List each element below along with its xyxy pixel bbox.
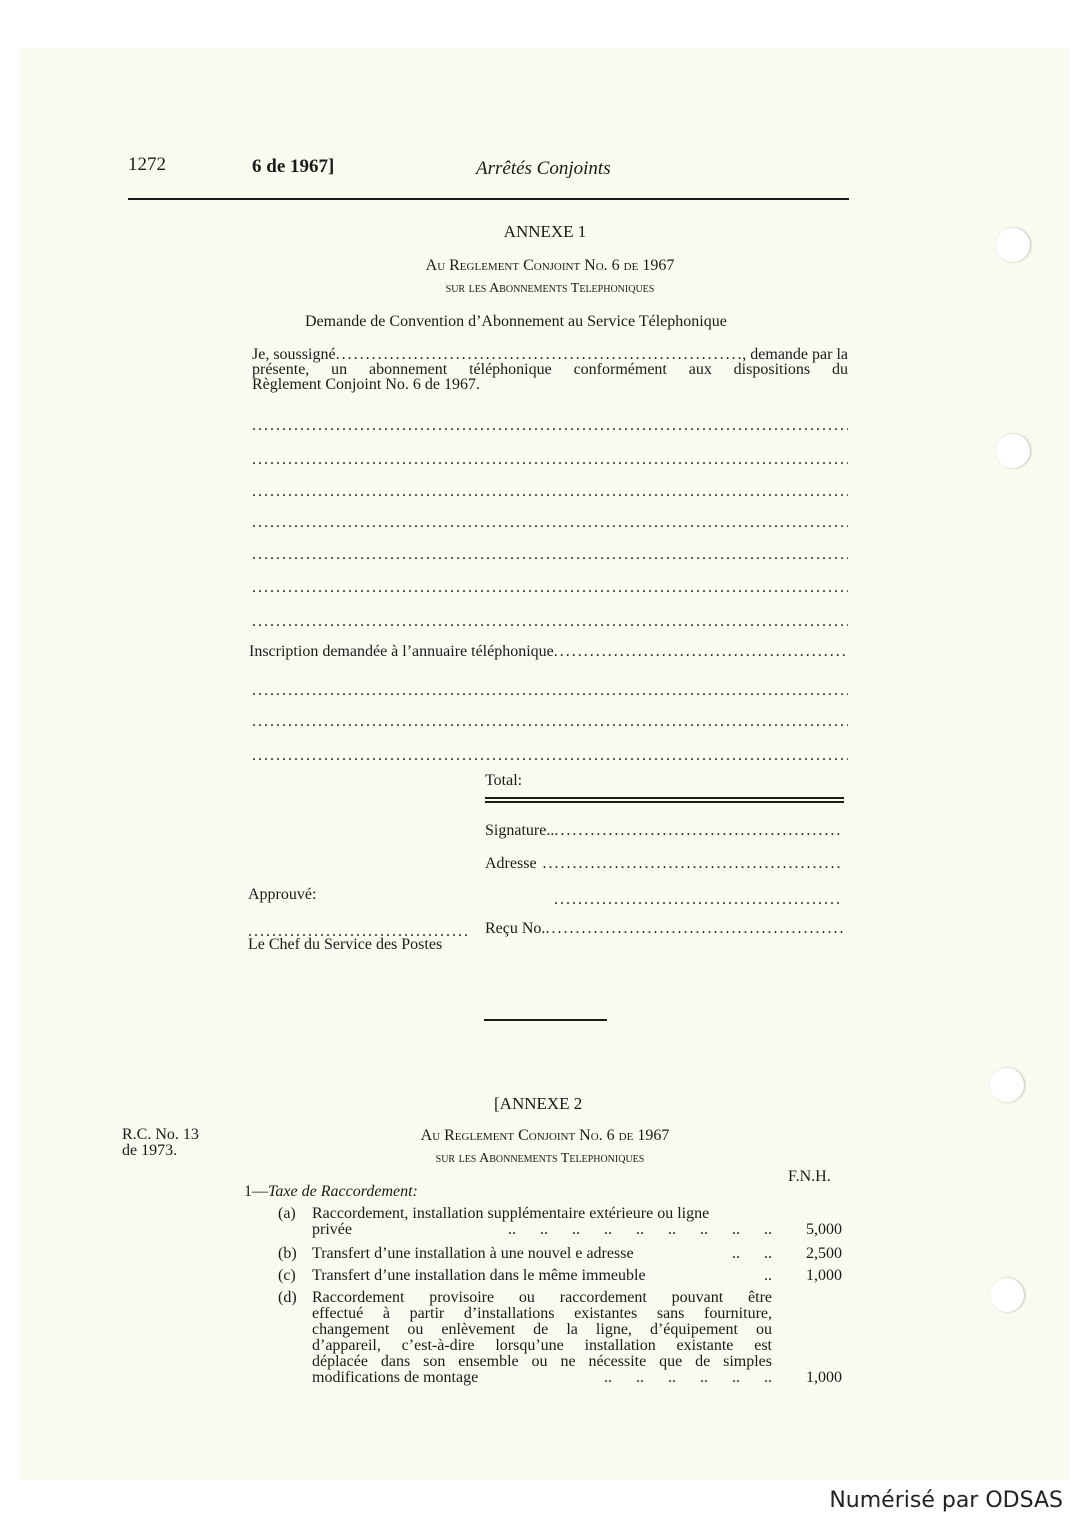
fee-list: [278, 1206, 842, 1386]
fee-item-line-text: modifications de montage: [312, 1369, 479, 1386]
blank-line: [252, 580, 848, 595]
margin-note: [122, 1127, 199, 1159]
header-title: Arrêtés Conjoints: [476, 158, 611, 179]
fee-item-label: (b): [278, 1245, 297, 1262]
signature-blank: [554, 823, 843, 838]
intro-paragraph: [252, 347, 848, 392]
margin-note-line-2: de 1973.: [122, 1142, 178, 1159]
fee-item-text: [312, 1206, 772, 1238]
fee-item: [278, 1206, 842, 1238]
blank-line: [252, 547, 848, 562]
adresse-label: Adresse: [485, 855, 537, 872]
fee-item-amount: 1,000: [806, 1267, 842, 1284]
blank-line: [252, 614, 848, 629]
fee-item-line-text: Transfert d’une installation dans le même immeuble: [312, 1267, 646, 1284]
annexe1-heading: ANNEXE 1: [503, 222, 587, 241]
total-rule-1: [485, 797, 844, 799]
total-rule-2: [485, 801, 844, 803]
punch-hole: [996, 228, 1030, 262]
fee-item: [278, 1290, 842, 1386]
chef-label: Le Chef du Service des Postes: [248, 936, 443, 953]
fee-item-line: [312, 1268, 772, 1284]
fee-item-label: (a): [278, 1205, 296, 1222]
fee-item-leader: ..: [764, 1267, 772, 1284]
blank-line: [252, 515, 848, 530]
recu-row: [485, 921, 843, 936]
approuve-label: Approuvé:: [248, 886, 317, 903]
intro-suffix: , demande par la: [742, 346, 848, 363]
margin-note-line-1: R.C. No. 13: [122, 1126, 199, 1143]
blank-line: [252, 748, 848, 763]
adresse-row: [485, 856, 843, 871]
digitized-by: Numérisé par ODSAS: [829, 1488, 1063, 1513]
header-reference: 6 de 1967]: [252, 156, 335, 177]
intro-line-2: présente, un abonnement téléphonique conformément aux dispositions du: [252, 361, 848, 378]
signature-label: Signature..: [485, 822, 555, 839]
header-rule: [128, 198, 849, 200]
punch-hole: [996, 434, 1030, 468]
punch-hole: [990, 1278, 1024, 1312]
name-blank: [336, 347, 743, 362]
adresse-blank-2: [554, 892, 843, 907]
fee-item-leader: .. ..: [732, 1245, 772, 1262]
fee-item-line: [312, 1246, 772, 1262]
currency-label: F.N.H.: [788, 1168, 831, 1185]
fee-item: [278, 1246, 842, 1262]
annexe2-heading: [ANNEXE 2: [494, 1094, 583, 1113]
fee-item-line: changement ou enlèvement de la ligne, d’équipement ou: [312, 1321, 772, 1338]
fee-item-line: Raccordement provisoire ou raccordement pouvant être: [312, 1289, 772, 1306]
blank-line: [252, 484, 848, 499]
inscription-row: [249, 644, 848, 659]
fee-item-leader: .. .. .. .. .. .. .. .. ..: [508, 1221, 772, 1238]
page-number: 1272: [128, 154, 166, 175]
annexe1-subtitle-2: sur les Abonnements Telephoniques: [445, 281, 655, 296]
intro-prefix: Je, soussigné: [252, 346, 336, 363]
blank-line: [252, 452, 848, 467]
fee-item-label: (c): [278, 1267, 296, 1284]
fee-item-text: [312, 1268, 772, 1284]
recu-label: Reçu No.: [485, 920, 546, 937]
blank-line: [252, 714, 848, 729]
fee-item-line: d’appareil, c’est-à-dire lorsqu’une installation existante est: [312, 1337, 772, 1354]
inscription-blank: [554, 644, 848, 659]
blank-line: [252, 418, 848, 433]
fee-item-leader: .. .. .. .. .. ..: [604, 1369, 772, 1386]
signature-row: [485, 823, 843, 838]
fee-item-line: [312, 1370, 772, 1386]
fee-item-line: effectué à partir d’installations existantes sans fourniture,: [312, 1305, 772, 1322]
section-divider: [484, 1019, 607, 1021]
fee-item-line: Raccordement, installation supplémentaire extérieure ou ligne: [312, 1205, 710, 1222]
annexe2-subtitle-2: sur les Abonnements Telephoniques: [435, 1151, 645, 1166]
fee-item-amount: 5,000: [806, 1221, 842, 1238]
blank-line: [252, 683, 848, 698]
section-1-heading: [244, 1183, 418, 1201]
fee-item-line-text: privée: [312, 1221, 352, 1238]
fee-item-line-text: Transfert d’une installation à une nouvel e adresse: [312, 1245, 634, 1262]
form-title: Demande de Convention d’Abonnement au Service Télephonique: [305, 313, 727, 330]
fee-item-amount: 2,500: [806, 1245, 842, 1262]
fee-item: [278, 1268, 842, 1284]
annexe2-subtitle-1: Au Reglement Conjoint No. 6 de 1967: [420, 1127, 670, 1144]
total-label: Total:: [485, 772, 523, 789]
intro-line-3: Règlement Conjoint No. 6 de 1967.: [252, 376, 480, 393]
fee-item-line: [312, 1222, 772, 1238]
fee-item-amount: 1,000: [806, 1369, 842, 1386]
fee-item-text: [312, 1246, 772, 1262]
adresse-blank: [543, 856, 843, 871]
annexe1-subtitle-1: Au Reglement Conjoint No. 6 de 1967: [425, 257, 675, 274]
section-1-title: Taxe de Raccordement:: [268, 1183, 418, 1200]
fee-item-label: (d): [278, 1289, 297, 1306]
inscription-label: Inscription demandée à l’annuaire téléphonique: [249, 643, 554, 660]
section-1-number: 1—: [244, 1183, 268, 1200]
punch-hole: [990, 1068, 1024, 1102]
fee-item-text: [312, 1290, 772, 1386]
recu-blank: [545, 921, 843, 936]
fee-item-line: déplacée dans son ensemble ou ne nécessite que de simples: [312, 1353, 772, 1370]
